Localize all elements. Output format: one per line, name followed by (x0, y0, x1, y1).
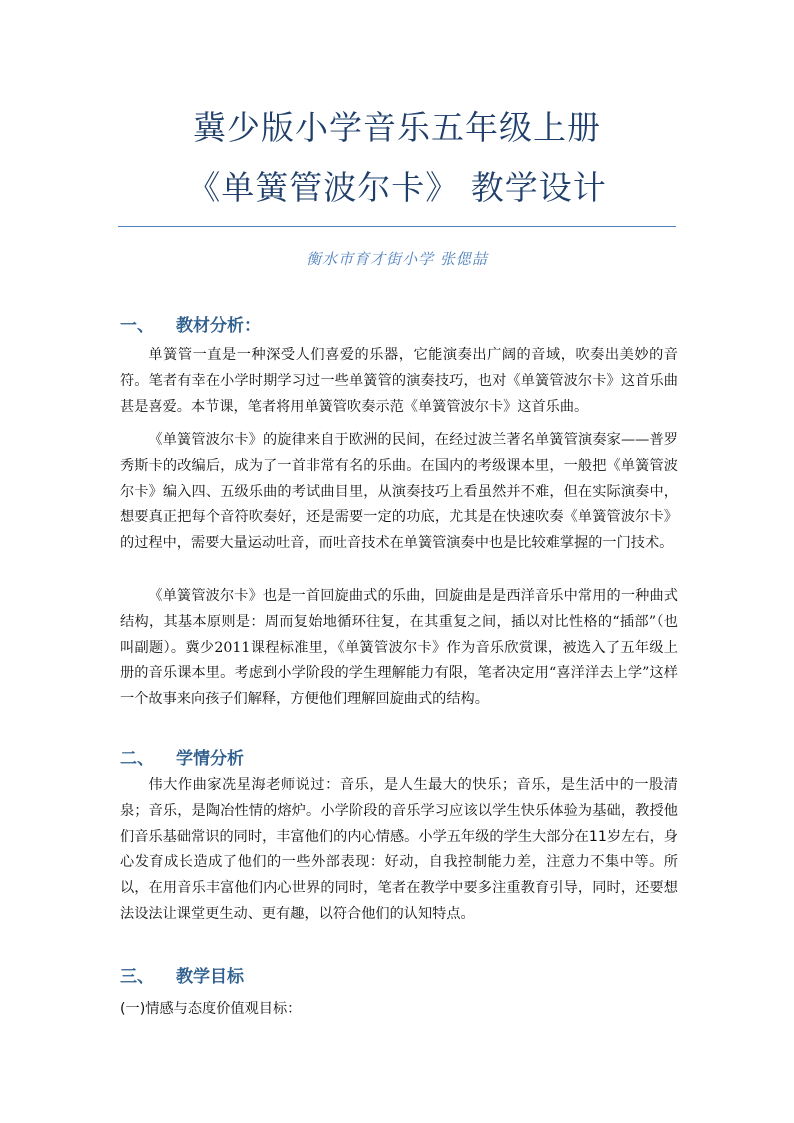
section-number: 一、 (120, 316, 154, 336)
section-heading-teaching-goals (120, 966, 244, 988)
paragraph-student-analysis: 伟大作曲家冼星海老师说过：音乐，是人生最大的快乐；音乐，是生活中的一股清泉；音乐，是陶冶性情的熔炉。小学阶段的音乐学习应该以学生快乐体验为基础，教授他们音乐基础常识的同时，丰富他们的内心情感。小学五年级的学生大部分在11岁左右，身心发育成长造成了他们的一些外部表现：好动，自我控制能力差，注意力不集中等。所以，在用音乐丰富他们内心世界的同时，笔者在教学中要多注重教育引导，同时，还要想法设法让课堂更生动、更有趣，以符合他们的认知特点。 (120, 777, 678, 922)
author-line: 衡水市育才街小学 张偲喆 (306, 250, 488, 268)
section-heading-text: 教材分析： (176, 316, 261, 336)
section-heading-textbook-analysis (120, 315, 261, 337)
paragraph-textbook-analysis-3: 《单簧管波尔卡》也是一首回旋曲式的乐曲，回旋曲是是西洋音乐中常用的一种曲式结构，其基本原则是：周而复始地循环往复，在其重复之间，插以对比性格的“插部”（也叫副题）。冀少2011课程标准里，《单簧管波尔卡》作为音乐欣赏课，被选入了五年级上册的音乐课本里。考虑到小学阶段的学生理解能力有限，笔者决定用“喜洋洋去上学”这样一个故事来向孩子们解释，方便他们理解回旋曲式的结构。 (120, 588, 678, 708)
title-divider (118, 226, 676, 227)
section-heading-student-analysis (120, 748, 244, 770)
document-title-line-2: 《单簧管波尔卡》 教学设计 (187, 168, 607, 207)
paragraph-textbook-analysis-2: 《单簧管波尔卡》的旋律来自于欧洲的民间，在经过波兰著名单簧管演奏家——普罗秀斯卡的改编后，成为了一首非常有名的乐曲。在国内的考级课本里，一般把《单簧管波尔卡》编入四、五级乐曲的考试曲目里，从演奏技巧上看虽然并不难，但在实际演奏中，想要真正把每个音符吹奏好，还是需要一定的功底，尤其是在快速吹奏《单簧管波尔卡》的过程中，需要大量运动吐音，而吐音技术在单簧管演奏中也是比较难掌握的一门技术。 (120, 432, 678, 552)
section-heading-text: 教学目标 (176, 967, 244, 987)
section-number: 二、 (120, 749, 154, 769)
paragraph-textbook-analysis-1: 单簧管一直是一种深受人们喜爱的乐器，它能演奏出广阔的音域，吹奏出美妙的音符。笔者有幸在小学时期学习过一些单簧管的演奏技巧，也对《单簧管波尔卡》这首乐曲甚是喜爱。本节课，笔者将用单簧管吹奏示范《单簧管波尔卡》这首乐曲。 (120, 347, 678, 415)
section-heading-text: 学情分析 (176, 749, 244, 769)
section-number: 三、 (120, 967, 154, 987)
subheading-emotion-attitude-goals: (一)情感与态度价值观目标： (120, 1001, 302, 1017)
document-title-line-1: 冀少版小学音乐五年级上册 (193, 108, 601, 147)
